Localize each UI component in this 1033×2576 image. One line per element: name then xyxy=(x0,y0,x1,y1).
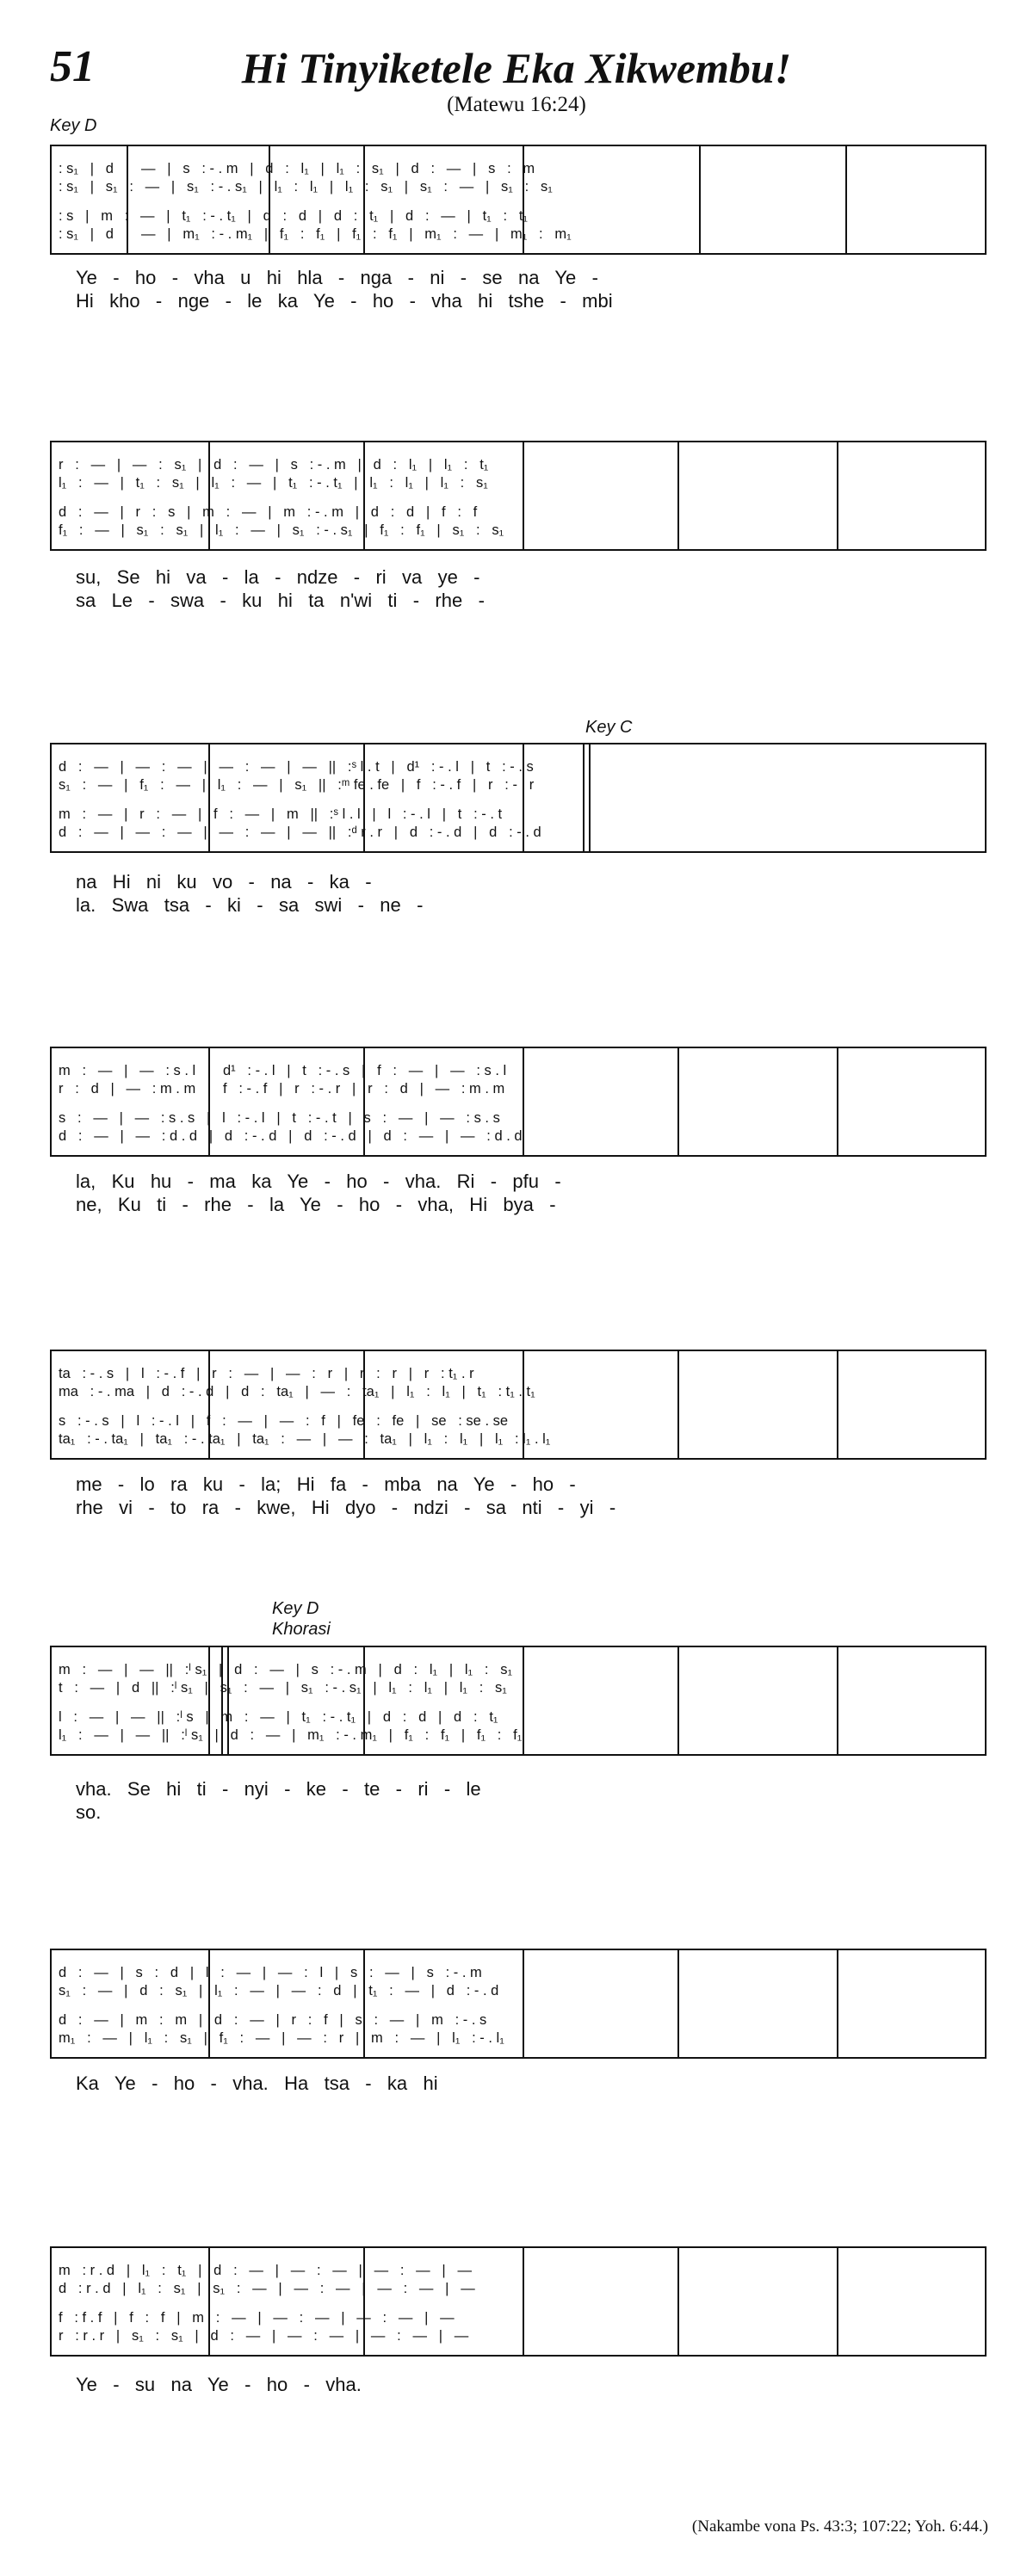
scripture-reference: (Matewu 16:24) xyxy=(447,93,586,116)
solfa-part-line: : s | m : — | t₁ : - . t₁ | d : d | d : t₁ | d : — | t₁ : t₁ xyxy=(59,208,528,224)
key-label: Key C xyxy=(585,718,633,737)
score-system xyxy=(50,743,987,853)
bar-line xyxy=(837,2248,838,2355)
solfa-part-line: d : — | — : — | — : — | — || :ˢ l . t | d¹ : - . l | t : - . s xyxy=(59,759,534,775)
bar-line xyxy=(677,442,679,549)
solfa-part-line: r : d | — : m . m | f : - . f | r : - . r | r : d | — : m . m xyxy=(59,1081,505,1096)
bar-line xyxy=(523,442,524,549)
bar-line xyxy=(523,2248,524,2355)
key-label: Key D xyxy=(272,1599,319,1618)
bar-line xyxy=(583,744,591,851)
bar-line xyxy=(677,2248,679,2355)
solfa-part-line: m : — | — || :ˡ s₁ | d : — | s : - . m | d : l₁ | l₁ : s₁ xyxy=(59,1662,513,1677)
solfa-part-line: : s₁ | d : — | m₁ : - . m₁ | f₁ : f₁ | f₁ : f₁ | m₁ : — | m₁ : m₁ xyxy=(59,226,572,242)
lyric-line: la. Swa tsa - ki - sa swi - ne - xyxy=(76,894,424,916)
solfa-part-line: s : - . s | l : - . l | f : — | — : f | fe : fe | se : se . se xyxy=(59,1413,509,1429)
bar-line xyxy=(837,442,838,549)
solfa-part-line: d : — | — : d . d | d : - . d | d : - . d | d : — | — : d . d xyxy=(59,1128,523,1144)
solfa-part-line: d : — | m : m | d : — | r : f | s : — | m : - . s xyxy=(59,2012,487,2028)
key-label: Key D xyxy=(50,116,97,135)
chorus-label: Khorasi xyxy=(272,1620,331,1639)
bar-line xyxy=(677,1950,679,2057)
bar-line xyxy=(523,1647,524,1754)
score-system xyxy=(50,1646,987,1756)
solfa-part-line: : s₁ | s₁ : — | s₁ : - . s₁ | l₁ : l₁ | l₁ : s₁ | s₁ : — | s₁ : s₁ xyxy=(59,179,553,195)
lyric-line: su, Se hi va - la - ndze - ri va ye - xyxy=(76,566,480,588)
solfa-part-line: r : — | — : s₁ | d : — | s : - . m | d : l₁ | l₁ : t₁ xyxy=(59,457,489,473)
solfa-part-line: s₁ : — | f₁ : — | l₁ : — | s₁ || :ᵐ fe . fe | f : - . f | r : - . r xyxy=(59,777,535,793)
solfa-part-line: f : f . f | f : f | m : — | — : — | — : — | — xyxy=(59,2310,455,2326)
solfa-part-line: l₁ : — | — || :ˡ s₁ | d : — | m₁ : - . m₁ | f₁ : f₁ | f₁ : f₁ xyxy=(59,1727,523,1743)
lyric-line: rhe vi - to ra - kwe, Hi dyo - ndzi - sa nti - yi - xyxy=(76,1497,616,1518)
lyric-line: la, Ku hu - ma ka Ye - ho - vha. Ri - pfu - xyxy=(76,1171,561,1192)
lyric-line: Ye - su na Ye - ho - vha. xyxy=(76,2374,362,2395)
bar-line xyxy=(837,1351,838,1458)
bar-line xyxy=(677,1048,679,1155)
score-system xyxy=(50,145,987,255)
solfa-part-line: d : — | — : — | — : — | — || :ᵈ r . r | d : - . d | d : - . d xyxy=(59,825,541,840)
lyric-line: ne, Ku ti - rhe - la Ye - ho - vha, Hi bya - xyxy=(76,1194,556,1215)
lyric-line: Ye - ho - vha u hi hla - nga - ni - se na Ye - xyxy=(76,267,598,288)
bar-line xyxy=(845,146,847,253)
lyric-line: sa Le - swa - ku hi ta n'wi ti - rhe - xyxy=(76,590,485,611)
lyric-line: Ka Ye - ho - vha. Ha tsa - ka hi xyxy=(76,2073,438,2094)
bar-line xyxy=(837,1647,838,1754)
solfa-part-line: m : — | r : — | f : — | m || :ˢ l . l | l : - . l | t : - . t xyxy=(59,806,503,822)
lyric-line: na Hi ni ku vo - na - ka - xyxy=(76,871,372,893)
score-system xyxy=(50,1350,987,1460)
solfa-part-line: s : — | — : s . s | l : - . l | t : - . t | s : — | — : s . s xyxy=(59,1110,500,1126)
bar-line xyxy=(677,1351,679,1458)
solfa-part-line: d : — | r : s | m : — | m : - . m | d : d | f : f xyxy=(59,504,478,520)
hymn-number: 51 xyxy=(50,42,95,91)
bar-line xyxy=(837,1048,838,1155)
solfa-part-line: d : — | s : d | l : — | — : l | s : — | s : - . m xyxy=(59,1965,482,1980)
score-system xyxy=(50,1949,987,2059)
score-system xyxy=(50,1047,987,1157)
solfa-part-line: t : — | d || :ˡ s₁ | s₁ : — | s₁ : - . s₁ | l₁ : l₁ | l₁ : s₁ xyxy=(59,1680,507,1696)
score-system xyxy=(50,2246,987,2357)
hymn-title: Hi Tinyiketele Eka Xikwembu! xyxy=(241,44,792,92)
lyric-line: vha. Se hi ti - nyi - ke - te - ri - le xyxy=(76,1778,481,1800)
bar-line xyxy=(677,1647,679,1754)
bar-line xyxy=(523,1950,524,2057)
footer-note: (Nakambe vona Ps. 43:3; 107:22; Yoh. 6:44.) xyxy=(691,2517,988,2536)
bar-line xyxy=(699,146,701,253)
solfa-part-line: s₁ : — | d : s₁ | l₁ : — | — : d | t₁ : — | d : - . d xyxy=(59,1983,499,1998)
solfa-part-line: l₁ : — | t₁ : s₁ | l₁ : — | t₁ : - . t₁ | l₁ : l₁ | l₁ : s₁ xyxy=(59,475,488,491)
solfa-part-line: : s₁ | d : — | s : - . m | d : l₁ | l₁ : s₁ | d : — | s : m xyxy=(59,161,535,176)
solfa-part-line: m : r . d | l₁ : t₁ | d : — | — : — | — : — | — xyxy=(59,2263,472,2278)
solfa-part-line: l : — | — || :ˡ s | m : — | t₁ : - . t₁ | d : d | d : t₁ xyxy=(59,1709,498,1725)
lyric-line: me - lo ra ku - la; Hi fa - mba na Ye - ho - xyxy=(76,1473,576,1495)
lyric-line: Hi kho - nge - le ka Ye - ho - vha hi tshe - mbi xyxy=(76,290,613,312)
bar-line xyxy=(523,1048,524,1155)
solfa-part-line: d : r . d | l₁ : s₁ | s₁ : — | — : — | — : — | — xyxy=(59,2281,475,2296)
score-system xyxy=(50,441,987,551)
solfa-part-line: m₁ : — | l₁ : s₁ | f₁ : — | — : r | m : — | l₁ : - . l₁ xyxy=(59,2030,504,2046)
solfa-part-line: f₁ : — | s₁ : s₁ | l₁ : — | s₁ : - . s₁ | f₁ : f₁ | s₁ : s₁ xyxy=(59,522,504,538)
solfa-part-line: ma : - . ma | d : - . d | d : ta₁ | — : ta₁ | l₁ : l₁ | t₁ : t₁ . t₁ xyxy=(59,1384,535,1399)
lyric-line: so. xyxy=(76,1801,102,1823)
solfa-part-line: ta₁ : - . ta₁ | ta₁ : - . ta₁ | ta₁ : — | — : ta₁ | l₁ : l₁ | l₁ : l₁ . l₁ xyxy=(59,1431,551,1447)
solfa-part-line: r : r . r | s₁ : s₁ | d : — | — : — | — : — | — xyxy=(59,2328,469,2344)
solfa-part-line: ta : - . s | l : - . f | r : — | — : r | r : r | r : t₁ . r xyxy=(59,1366,474,1381)
solfa-part-line: m : — | — : s . l | d¹ : - . l | t : - . s | f : — | — : s . l xyxy=(59,1063,507,1078)
bar-line xyxy=(837,1950,838,2057)
